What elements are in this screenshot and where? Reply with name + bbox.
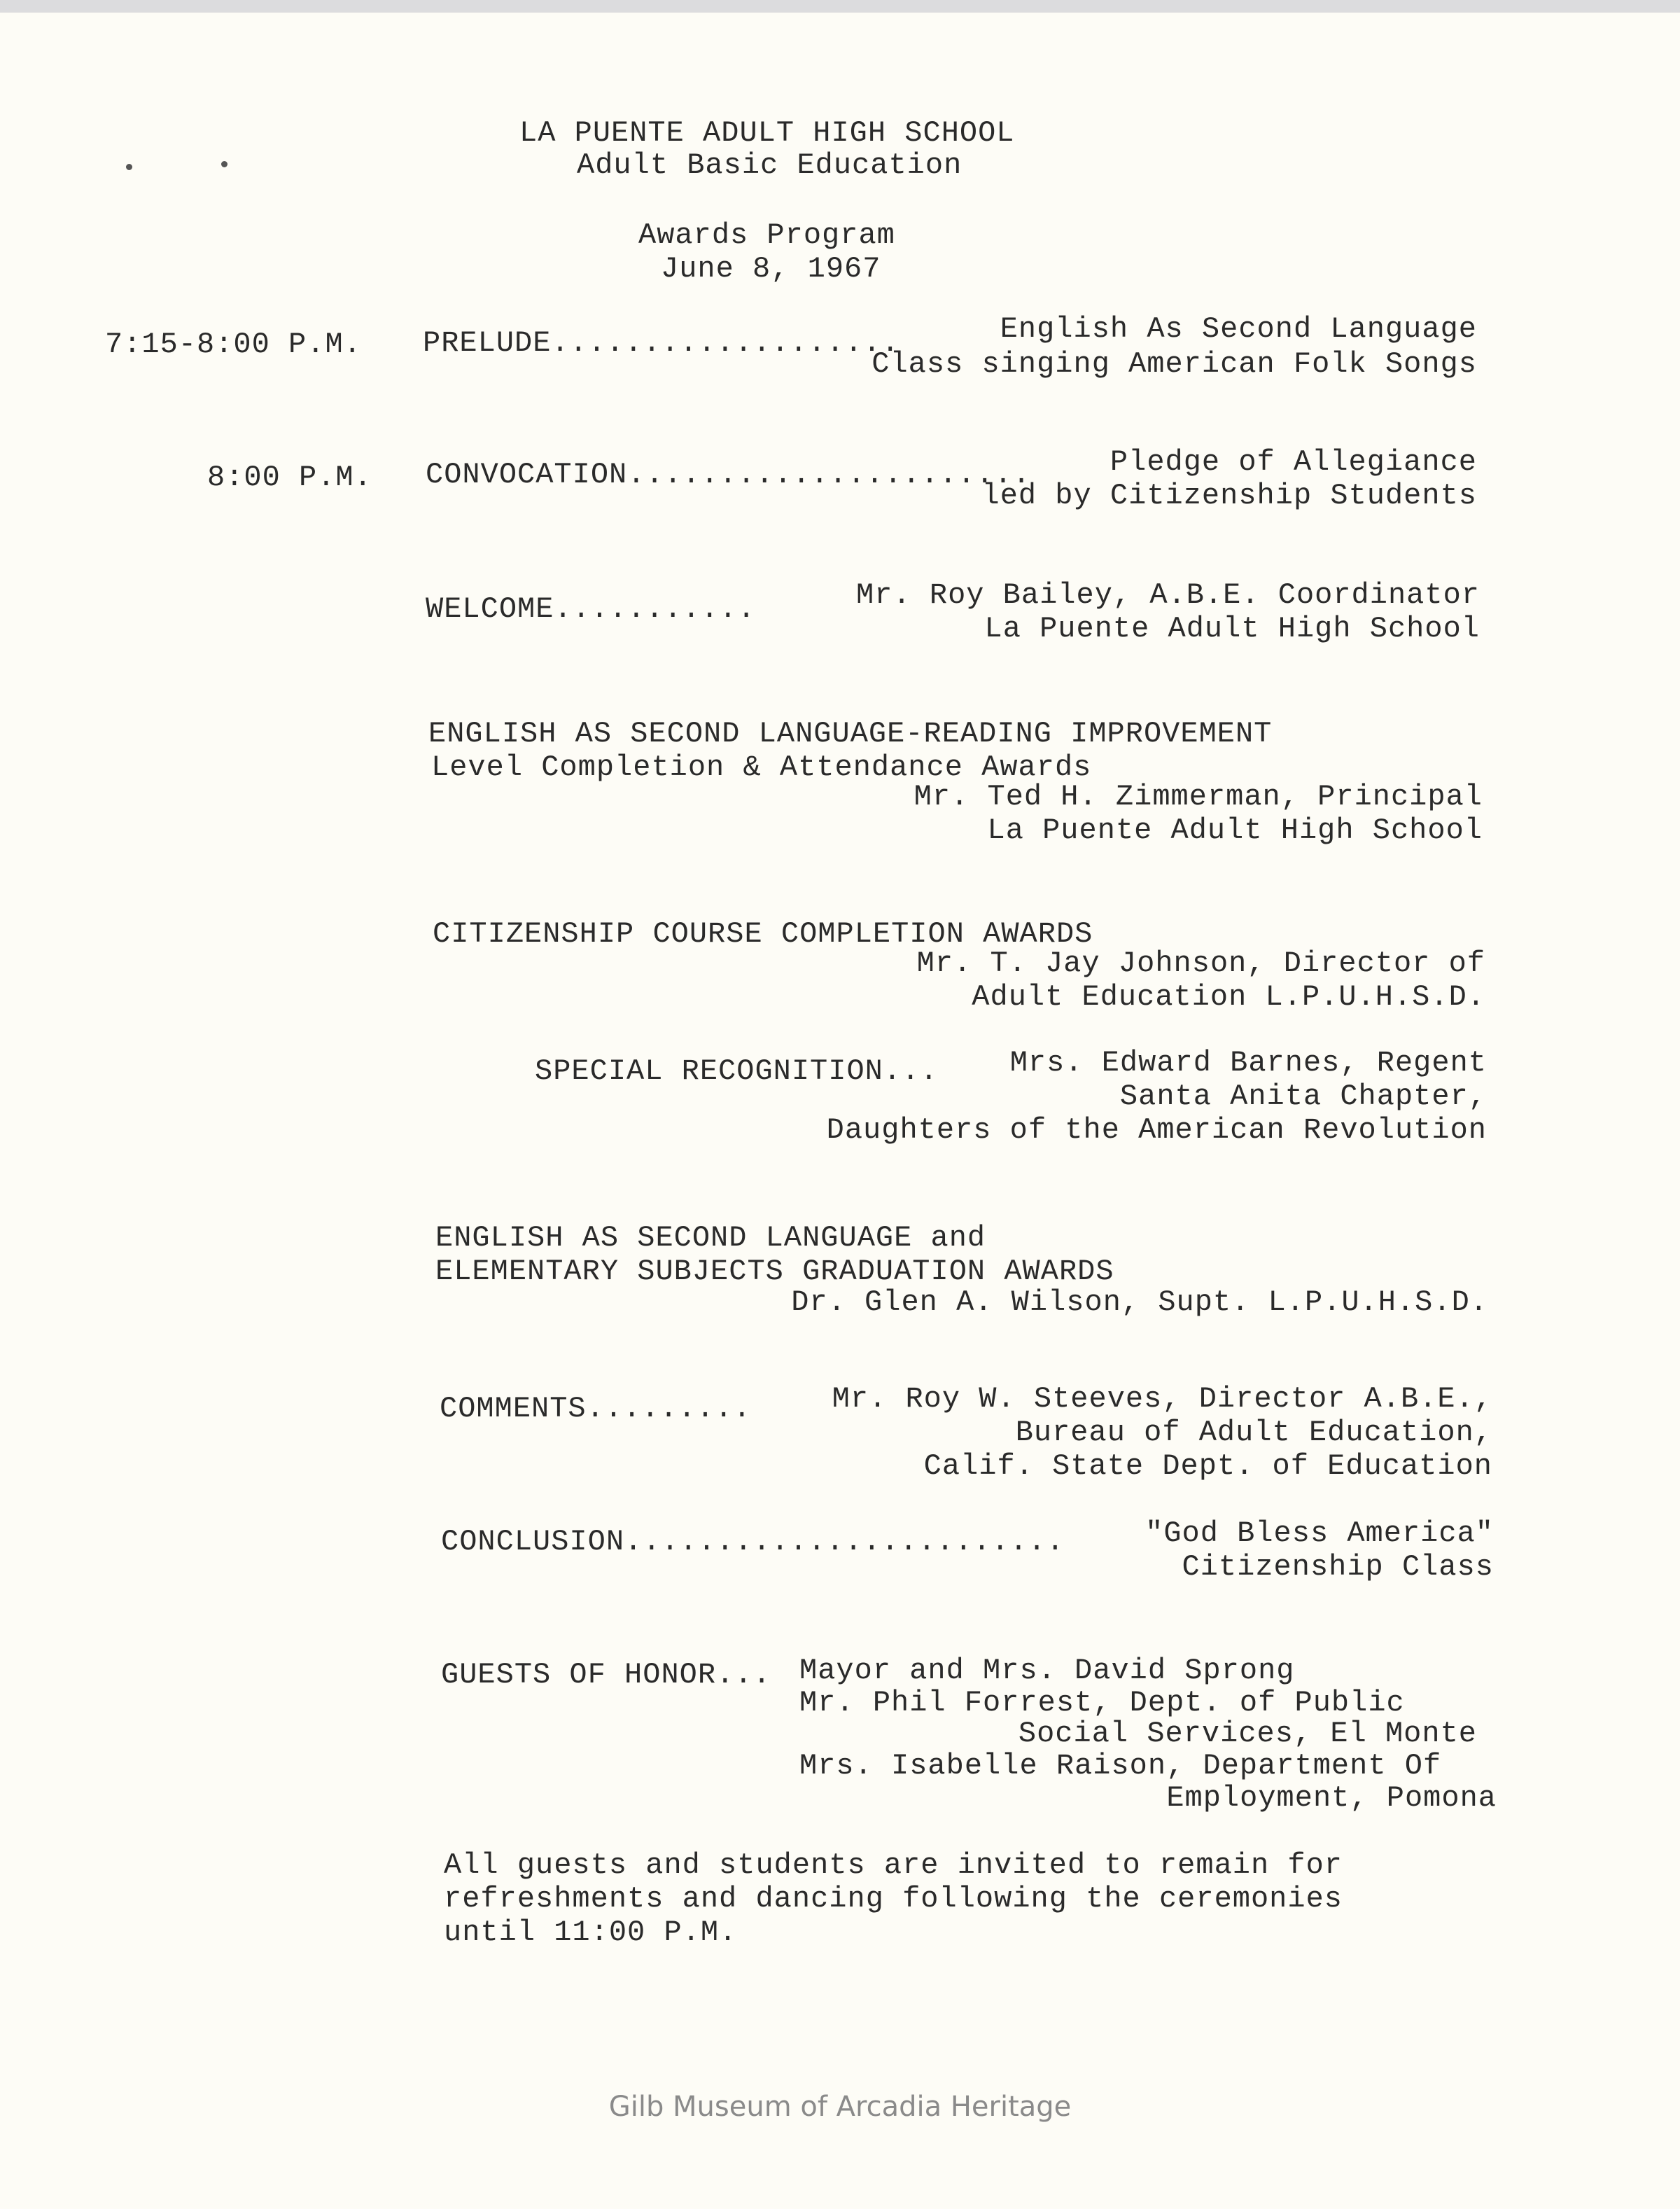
- guests-line-2: Mr. Phil Forrest, Dept. of Public: [799, 1686, 1405, 1720]
- welcome-leader: ...........: [554, 592, 756, 626]
- punch-mark: [221, 161, 227, 167]
- prelude-time: 7:15-8:00 P.M.: [105, 328, 362, 361]
- prelude-leader: ...................: [551, 326, 900, 360]
- citizenship-line-2: Adult Education L.P.U.H.S.D.: [972, 980, 1485, 1014]
- closing-line-2: refreshments and dancing following the ceremonies: [444, 1882, 1343, 1916]
- graduation-heading-1: ENGLISH AS SECOND LANGUAGE and: [435, 1221, 986, 1255]
- comments-line-1: Mr. Roy W. Steeves, Director A.B.E.,: [832, 1382, 1492, 1416]
- esl-reading-line-2: La Puente Adult High School: [987, 814, 1483, 847]
- closing-line-3: until 11:00 P.M.: [444, 1916, 738, 1949]
- comments-leader: .........: [586, 1392, 752, 1426]
- graduation-heading-2: ELEMENTARY SUBJECTS GRADUATION AWARDS: [435, 1255, 1114, 1288]
- welcome-line-2: La Puente Adult High School: [984, 612, 1480, 646]
- welcome-line-1: Mr. Roy Bailey, A.B.E. Coordinator: [856, 578, 1480, 612]
- esl-reading-subheading: Level Completion & Attendance Awards: [431, 751, 1092, 784]
- special-recognition-label: SPECIAL RECOGNITION...: [535, 1054, 939, 1088]
- conclusion-line-2: Citizenship Class: [1182, 1550, 1494, 1584]
- citizenship-heading: CITIZENSHIP COURSE COMPLETION AWARDS: [433, 917, 1093, 951]
- esl-reading-heading: ENGLISH AS SECOND LANGUAGE-READING IMPROVEMENT: [428, 717, 1273, 751]
- punch-mark: [126, 164, 132, 170]
- conclusion-line-1: "God Bless America": [1145, 1517, 1494, 1550]
- guests-line-4: Mrs. Isabelle Raison, Department Of: [799, 1749, 1442, 1783]
- prelude-line-2: Class singing American Folk Songs: [872, 347, 1477, 381]
- museum-watermark: Gilb Museum of Arcadia Heritage: [608, 2091, 1072, 2123]
- comments-label: COMMENTS.........: [440, 1392, 752, 1426]
- convocation-line-1: Pledge of Allegiance: [1110, 445, 1477, 479]
- program-name: Adult Basic Education: [577, 148, 962, 182]
- special-recognition-line-1: Mrs. Edward Barnes, Regent: [1009, 1046, 1487, 1080]
- document-title: Awards Program: [638, 218, 895, 252]
- conclusion-label: CONCLUSION........................: [441, 1525, 1065, 1559]
- guests-label: GUESTS OF HONOR...: [441, 1658, 771, 1692]
- guests-line-5: Employment, Pomona: [1166, 1781, 1497, 1815]
- citizenship-line-1: Mr. T. Jay Johnson, Director of: [916, 947, 1485, 980]
- convocation-label: CONVOCATION......................: [426, 458, 1031, 492]
- comments-line-3: Calif. State Dept. of Education: [923, 1449, 1492, 1483]
- closing-line-1: All guests and students are invited to remain for: [444, 1848, 1343, 1882]
- special-recognition-leader: ...: [883, 1054, 939, 1088]
- guests-line-1: Mayor and Mrs. David Sprong: [799, 1654, 1295, 1687]
- prelude-label: PRELUDE...................: [423, 326, 900, 360]
- convocation-leader: ......................: [627, 458, 1031, 492]
- convocation-line-2: led by Citizenship Students: [981, 479, 1477, 513]
- school-name: LA PUENTE ADULT HIGH SCHOOL: [519, 116, 1015, 150]
- document-date: June 8, 1967: [661, 252, 881, 286]
- scan-top-edge: [0, 0, 1680, 13]
- welcome-label: WELCOME...........: [426, 592, 756, 626]
- special-recognition-line-2: Santa Anita Chapter,: [1119, 1080, 1487, 1113]
- conclusion-leader: ........................: [624, 1525, 1065, 1559]
- prelude-line-1: English As Second Language: [1000, 312, 1477, 346]
- guests-leader: ...: [716, 1658, 771, 1692]
- graduation-line-1: Dr. Glen A. Wilson, Supt. L.P.U.H.S.D.: [791, 1285, 1488, 1319]
- guests-line-3: Social Services, El Monte: [1018, 1717, 1477, 1750]
- esl-reading-line-1: Mr. Ted H. Zimmerman, Principal: [913, 780, 1483, 814]
- comments-line-2: Bureau of Adult Education,: [1015, 1416, 1492, 1449]
- convocation-time: 8:00 P.M.: [207, 461, 372, 494]
- special-recognition-line-3: Daughters of the American Revolution: [826, 1113, 1487, 1147]
